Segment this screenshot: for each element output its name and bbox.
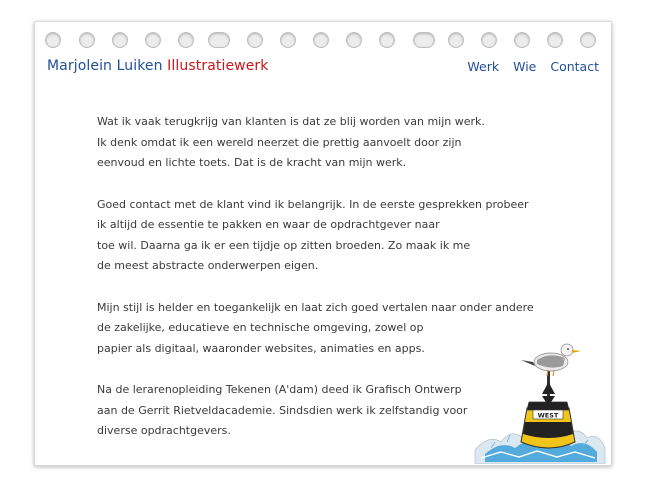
binder-hole [112,32,128,48]
text-line: eenvoud en lichte toets. Dat is de kracht van mijn werk. [97,156,407,169]
binder-hole [481,32,497,48]
text-line: Wat ik vaak terugkrijg van klanten is dat ze blij worden van mijn werk. [97,115,485,128]
paragraph-contact [97,195,527,277]
binder-hole [313,32,329,48]
notebook-page [34,21,612,466]
binder-hole [413,32,435,48]
binder-hole [45,32,61,48]
text-line: diverse opdrachtgevers. [97,424,231,437]
nav-link-wie[interactable]: Wie [513,59,537,74]
site-logo[interactable] [47,58,269,74]
text-line: aan de Gerrit Rietveldacademie. Sindsdien werk ik zelfstandig voor [97,403,468,417]
paragraph-clients [97,112,527,174]
text-line: toe wil. Daarna ga ik er een tijdje op zitten broeden. Zo maak ik me [97,238,471,252]
text-line: Goed contact met de klant vind ik belangrijk. In de eerste gesprekken probeer [97,197,529,211]
topmark-cone-up [542,382,555,394]
main-nav [467,59,599,74]
text-line: de zakelijke, educatieve en technische omgeving, zowel op [97,321,424,334]
binder-holes [35,32,611,48]
paragraph-style [97,298,534,360]
brand-accent: Illustratiewerk [167,58,269,74]
text-line: papier als digitaal, waaronder websites, animaties en apps. [97,341,425,355]
buoy-band [523,422,573,438]
paragraph-education [97,380,527,442]
binder-hole [79,32,95,48]
binder-hole [448,32,464,48]
seagull [521,344,581,376]
binder-hole [145,32,161,48]
binder-hole [580,32,596,48]
text-line: Na de lerarenopleiding Tekenen (A'dam) deed ik Grafisch Ontwerp [97,383,462,396]
nav-link-werk[interactable]: Werk [467,59,500,74]
binder-hole [379,32,395,48]
text-line: ik altijd de essentie te pakken en waar de opdrachtgever naar [97,218,440,231]
buoy-label: WEST [537,411,559,420]
text-line: Mijn stijl is helder en toegankelijk en laat zich goed vertalen naar onder andere [97,300,534,314]
seagull-on-buoy-icon [471,330,609,464]
text-line: de meest abstracte onderwerpen eigen. [97,259,319,272]
binder-hole [547,32,563,48]
binder-hole [208,32,230,48]
binder-hole [247,32,263,48]
binder-hole [280,32,296,48]
nav-link-contact[interactable]: Contact [550,59,599,74]
brand-name: Marjolein Luiken [47,58,163,74]
binder-hole [514,32,530,48]
text-line: Ik denk omdat ik een wereld neerzet die prettig aanvoelt door zijn [97,135,462,149]
binder-hole [346,32,362,48]
main-content [97,112,534,463]
binder-hole [178,32,194,48]
